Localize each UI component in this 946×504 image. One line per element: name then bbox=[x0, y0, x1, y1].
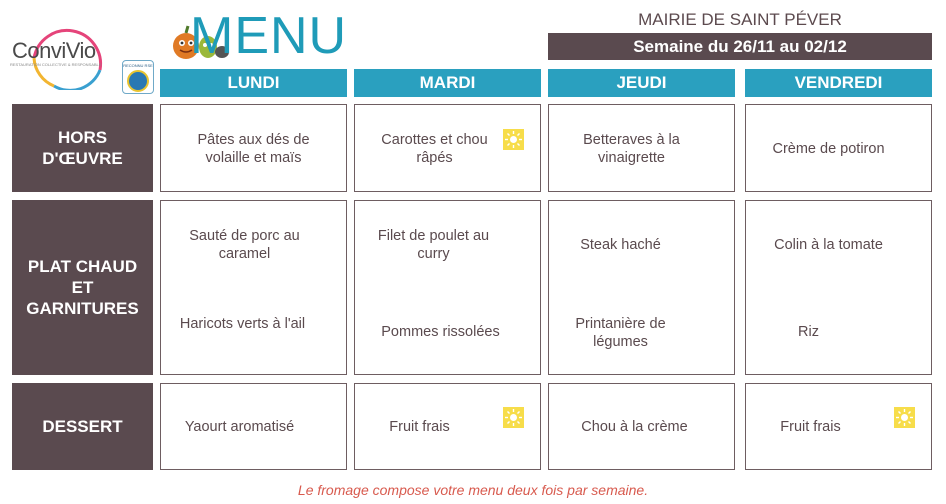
dish-text: Betteraves à la vinaigrette bbox=[583, 132, 680, 166]
dish-text: Crème de potiron bbox=[772, 141, 885, 157]
section-label-plat bbox=[12, 200, 153, 375]
dish-text: Fruit frais bbox=[780, 419, 841, 435]
municipality-name: MAIRIE DE SAINT PÉVER bbox=[638, 10, 842, 29]
menu-cell-jeudi-dessert bbox=[548, 383, 735, 470]
menu-cell-jeudi-plat bbox=[548, 200, 735, 375]
menu-cell-mardi-dessert bbox=[354, 383, 541, 470]
side-dish-text: Riz bbox=[798, 324, 819, 340]
side-dish-text: Pommes rissolées bbox=[381, 324, 500, 340]
badge-text: RECONNU RSE bbox=[123, 63, 153, 68]
section-label-text: HORS D'ŒUVRE bbox=[42, 128, 123, 168]
sun-icon bbox=[503, 407, 524, 428]
sun-icon bbox=[894, 407, 915, 428]
main-dish-text: Steak haché bbox=[580, 237, 661, 253]
menu-cell-vendredi-dessert bbox=[745, 383, 932, 470]
dish-text: Chou à la crème bbox=[581, 419, 688, 435]
menu-cell-lundi-plat bbox=[160, 200, 347, 375]
main-dish-text: Colin à la tomate bbox=[774, 237, 883, 253]
brand-name: ConviVio bbox=[12, 38, 96, 63]
dish-text: Yaourt aromatisé bbox=[184, 419, 295, 435]
dish-text: Carottes et chou râpés bbox=[381, 132, 488, 166]
day-header-vendredi: VENDREDI bbox=[745, 69, 932, 97]
dish-text: Pâtes aux dés de volaille et maïs bbox=[197, 132, 310, 166]
day-header-mardi: MARDI bbox=[354, 69, 541, 97]
section-label-dessert bbox=[12, 383, 153, 470]
page-title: MENU bbox=[190, 7, 348, 65]
main-dish-text: Filet de poulet au curry bbox=[377, 228, 490, 262]
day-header-jeudi: JEUDI bbox=[548, 69, 735, 97]
section-label-text: DESSERT bbox=[42, 417, 123, 436]
side-dish-text: Haricots verts à l'ail bbox=[179, 316, 306, 332]
rse-badge bbox=[122, 60, 154, 94]
section-label-text: PLAT CHAUD ET GARNITURES bbox=[26, 257, 139, 318]
badge-emblem-icon bbox=[127, 70, 149, 92]
sun-icon bbox=[503, 129, 524, 150]
day-header-lundi: LUNDI bbox=[160, 69, 347, 97]
footnote: Le fromage compose votre menu deux fois par semaine. bbox=[297, 482, 649, 498]
menu-cell-lundi-dessert bbox=[160, 383, 347, 470]
side-dish-text: Printanière de légumes bbox=[575, 316, 666, 350]
menu-cell-vendredi-hors-doeuvre bbox=[745, 104, 932, 192]
menu-cell-vendredi-plat bbox=[745, 200, 932, 375]
section-label-hors-doeuvre bbox=[12, 104, 153, 192]
menu-cell-mardi-plat bbox=[354, 200, 541, 375]
brand-tagline: RESTAURATION COLLECTIVE & RESPONSABLE bbox=[10, 62, 102, 67]
main-dish-text: Sauté de porc au caramel bbox=[189, 228, 300, 262]
menu-cell-jeudi-hors-doeuvre bbox=[548, 104, 735, 192]
dish-text: Fruit frais bbox=[389, 419, 450, 435]
menu-cell-mardi-hors-doeuvre bbox=[354, 104, 541, 192]
week-banner: Semaine du 26/11 au 02/12 bbox=[548, 33, 932, 60]
menu-cell-lundi-hors-doeuvre bbox=[160, 104, 347, 192]
